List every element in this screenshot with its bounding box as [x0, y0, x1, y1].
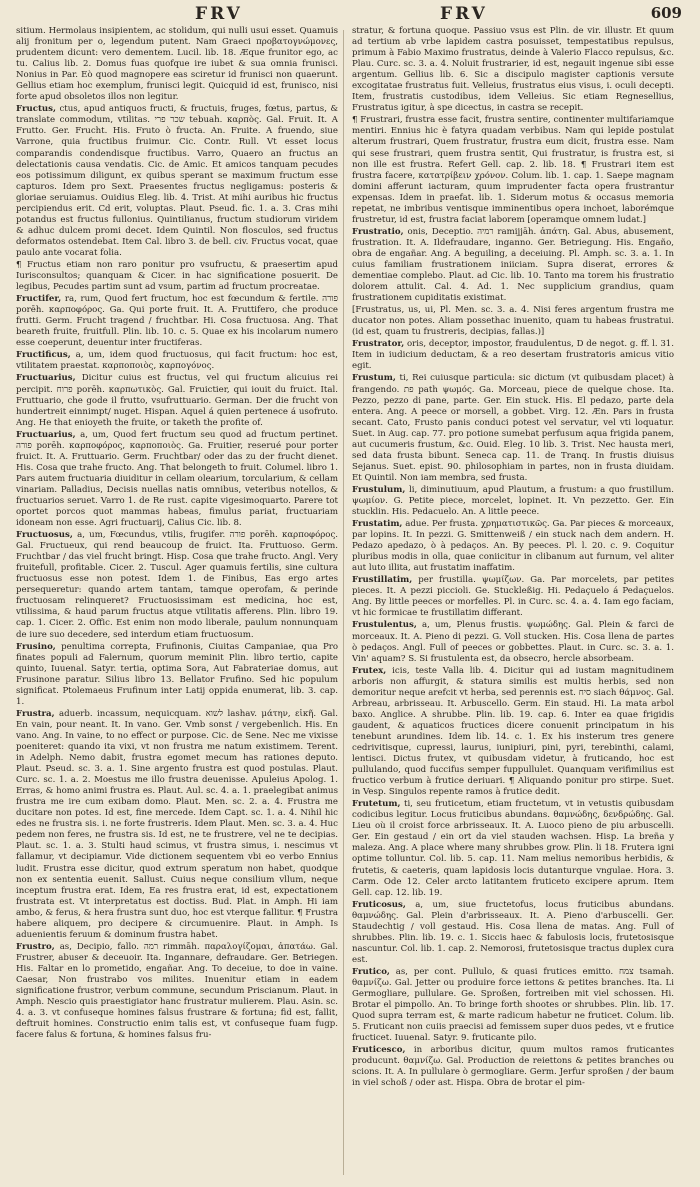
entry-text: stratur, & fortuna quoque. Passiuo vsus est Plin. de vir. illustr. Et quum ad tertium ab vrbe lapidem castra posuisset, tempestatibus repulsus, primum à Fabio Maximo frustratus, deinde à Valerio Flacco repulsus, &c. Plau. Curc. sc. 3. a. 4. Noluit frustrarier, id est, negauit ingenue sibi esse argentum. Gellius lib. 6. Sic a discipulo magister captionis versute excogitatae frustratus fuit. Velleius, frustratus eius visus, i. oculi decepti. Item, frustratis custodibus, idem Velleius. Sic etiam Regnesellius, Frustratus igitur, à spe dicectus, in castra se recepit. [352, 26, 674, 114]
entry-headword: Frustra, [16, 708, 55, 719]
entry-headword: Fructificus, [16, 350, 71, 361]
page-number: 609 [650, 4, 682, 22]
dictionary-entry [352, 485, 674, 518]
entry-text: [Frustratus, us, ui, Pl. Men. sc. 3. a. 4. Nisi feres argentum frustra me ducator non potes. Aliam possethac inuenito, quam tu habeas frustratui. (id est, quam tu frustreris, decipias, fallas.)] [352, 305, 674, 338]
dictionary-entry [352, 26, 674, 114]
dictionary-entry [352, 967, 674, 1044]
dictionary-entry [352, 1045, 674, 1089]
dictionary-entry [16, 104, 338, 259]
entry-headword: Fructus, [16, 104, 57, 115]
entry-headword: Frutex, [352, 665, 387, 676]
entry-text: oris, deceptor, impostor, fraudulentus, D de negot. g. ff. l. 31. Item in iudicium deductam, & a reo desertam frustratoris amicus vitio egit. [352, 339, 674, 372]
right-column [352, 26, 674, 1178]
dictionary-entry [16, 430, 338, 529]
entry-text: adue. Per frusta. χρηματιστικῶς. Ga. Par pieces & morceaux, par lopins. It. In pezzi. G. Smittenweiß / ein stuck nach dem andern. H. Pedazo apedazo, ò à pedaços. An. By peeces. Pl. l. 20. c. 9. Coquitur pluribus modis in olla, quae coniicitur in clibanum aut furnum, vel aliter aut luto illita, aut frustatim inaffatim. [352, 519, 674, 574]
entry-text: ¶ Fructus etiam non raro ponitur pro vsufructu, & praesertim apud Iurisconsultos; quanquam & Cicer. in hac significatione posuerit. De legibus, Pecudes partim sunt ad vsum, partim ad fructum procreatae. [16, 259, 338, 293]
dictionary-entry [352, 305, 674, 338]
dictionary-entry [352, 900, 674, 966]
dictionary-entry [352, 227, 674, 304]
dictionary-entry [16, 373, 338, 428]
column-divider [343, 30, 344, 1175]
entry-text: a, um, Plenus frustis. ψωμώδης. Gal. Plein & farci de morceaux. It. A. Pieno di pezzi. G. Voll stucken. His. Cosa llena de partes ò pedaços. Angl. Full of peeces or gobbettes. Plaut. in Curc. sc. 3. a. 1. Vin' aquam? S. Si frustulenta est, da obsecro, hercle absorbeam. [352, 620, 674, 664]
entry-text: as, per cont. Pullulo, & quasi frutices emitto. צמח tsamah. θαμνίζω. Gal. Jetter ou produire force iettons & petites branches. Ita. Li Germogliare, pullulare. Ge. Sproßen, fortreiben mit viel schossen. Hi. Brotar el pimpollo. An. To bringe forth shootes or shrubbes. Plin. lib. 17. Quod supra terram est, & marte radicum habetur ne fruticet. Colum. lib. 5. Fruticant non cuiis praecisi ad femissem super duos pedes, vt e frutice fructicet. Iuuenal. Satyr. 9. fruticante pilo. [352, 966, 674, 1044]
dictionary-entry [16, 294, 338, 349]
entry-headword: Fructuarius, [16, 429, 76, 440]
entry-headword: Fruticesco, [352, 1045, 406, 1056]
dictionary-entry [352, 799, 674, 898]
entry-text: a, um, idem quod fructuosus, qui facit fructum: hoc est, vtilitatem praestat. καρποποιὸς, καρπογόνος. [16, 350, 338, 372]
entry-text: icis, teste Valla lib. 4. Dicitur qui ad iustam magnitudinem arboris non affurgit, & statura similis est multis herbis, sed non demoritur neque arefcit vt herba, sed perennis est. סיח siach θάμνος. Gal. Arbreau, arbrisseau. It. Arbuscello. Germ. Ein staud. Hi. La mata arbol baxo. Anglice. A shrubbe. Plin. lib. 19. cap. 6. Inter ea quae frigidis gaudent, & aquaticos fructices dicere conuenit principatum in his tenebunt arundines. Idem lib. 14. c. 1. Ex his insterum tres genere cedrivitisque, cupressi, laurus, iunipiuri, pini, pyri, terebinthi, calami, lentisci. Dictus frutex, vt quibusdam videtur, à fruticando, hoc est pullulando, quod fuccifus semper fuppullulet. Quanquam verifimilius est fructico verbum à frutice deriuari. ¶ Aliquando ponitur pro stirpe. Suet. in Vesp. Singulos repente ramos à frutice dedit. [352, 665, 674, 798]
entry-headword: Frustulentus, [352, 620, 417, 631]
entry-text: ¶ Frustrari, frustra esse facit, frustra sentire, continenter multifariamque mentiri. Ennius hic è fatyra quadam verbibus. Nam qui lepide postulat alterum frustrari, Quem frustratur, frustra eum dicit, frustra esse. Nam qui sese frustrari, quem frustra sentit, Qui frustratur, is frustra est, si non ille est frustra. Refert Gell. cap. 2. lib. 18. ¶ Frustrari item est frustra facere, κατατρίβειν χρόνον. Colum. lib. 1. cap. 1. Saepe magnam domini afferunt iacturam, quum imprudenter facta opera frustrantur expensas. Idem in praefat. lib. 1. Siderum motus & occasus memoria repetat, ne imbribus ventisque imminentibus opera inchoet, laborémque frustretur, id est, frustra faciat laborem [operamque omnem ludat.] [352, 115, 674, 225]
entry-text: aduerb. incassum, nequicquam. לשוא lashav. μάτην, εἰκῆ. Gal. En vain, pour neant. It. In vano. Ger. Vmb sonst / vergebenlich. His. En vano. Ang. In vaine, to no effect or purpose. Cic. de Sene. Nec me vixisse poeniteret: quando ita vixi, vt non frustra me natum existimem. Terent. in Adelph. Nemo dabit, frustra egomet mecum has rationes deputo. Plaut. Pseud. sc. 3. a. 1. Sine argento frustra est quod postulas. Plaut. Curc. sc. 1. a. 2. Moestus me illo frustra deuenisse. Apuleius Apolog. 1. Erras, & homo animi frustra es. Plaut. Aul. sc. 4. a. 1. praelegibat animus frustra me ire cum exibam domo. Plaut. Men. sc. 2. a. 4. Frustra me ducitare non potes. Id est, fine mercede. Idem Capt. sc. 1. a. 4. Nihil hic edes ne frustra sis. i. ne forte frustreris. Idem Plaut. Men. sc. 3. a. 4. Huc pedem non feres, ne frustra sis. Id est, ne te frustrere, vel ne te decipias. Plaut. sc. 1. a. 3. Stulti haud scimus, vt frustra simus, i. nescimus vt fallamur, vt decipiamur. Vide dictionem sequentem vbi eo verbo Ennius ludit. Frustra esse dicitur, quod extrum speratum non habet, quodque non ex sententia euenit. Sallust. Cuius neque consilium vllum, neque inceptum frustra erat. Idem, Ea res frustra erat, id est, expectationem frustrata est. Vt interpretatus est doctiss. Bud. Plat. in Amph. Hi iam ambo, & ferus, & hera frustra sunt duo, hoc est vterque fallitur. ¶ Frustra habere aliquem, pro decipere & circumuenire. Plaut. in Amph. Is aduenientis feruum & dominum frustra habet. [16, 708, 338, 940]
entry-headword: Frustillatim, [352, 575, 413, 586]
entry-text: a, um, Fœcundus, vtilis, frugifer. פורה porēh. καρποφόρος. Gal. Fructueux, qui rend beaucoup de fruict. Ita. Fruttuoso. Germ. Fruchtbar / das viel frucht bringt. Hisp. Cosa que trahe fructo. Angl. Very fruitefull, profitable. Cicer. 2. Tuscul. Ager quamuis fertilis, sine cultura fructuosus esse non potest. Idem 1. de Finibus, Eas ergo artes persequeretur: quando artem tantam, tamque operofam, & perinde fructuosam relinqueret? Fructuosissimam est medicina, hoc est, vtilissima, & haud parum fructus atque vtilitatis afferens. Plin. libro 19. cap. 1. Cicer. 2. Offic. Est enim non modo liberale, paulum nonnunquam de iure suo decedere, sed interdum etiam fructuosum. [16, 530, 338, 640]
entry-text: a, um, Quod fert fructum seu quod ad fructum pertinet. פורה porēh. καρποφόρος, καρποποιὸς. Ga. Fruitier, reserué pour porter fruict. It. A. Fruttuario. Germ. Fruchtbar/ oder das zu der frucht dienet. His. Cosa que trahe fructo. Ang. That belongeth to fruit. Columel. libro 1. Pars autem fructuaria diuiditur in cellam olearium, torcularium, & cellam vinariam. Palladius, Decisis nuellas natis omnibus, veteribus notellos, & fructuarios seruet. Varro 1. de Re rust. capite vigesimoquarto. Parere tot oportet porcos quot mammas habeas, fimulus pariat, fructuariam idoneam non esse. Agri fructuarij, Calius Cic. lib. 8. [16, 429, 338, 529]
entry-headword: Frustulum, [352, 484, 406, 495]
dictionary-entry [352, 575, 674, 619]
entry-headword: Fructuarius, [16, 373, 76, 384]
entry-headword: Frustrator, [352, 339, 405, 350]
entry-text: ctus, apud antiquos fructi, & fructuis, fruges, fœtus, partus, & translate commodum, vtilitas. שכר פרי tebuah. καρπὸς. Gal. Fruit. It. A Frutto. Ger. Frucht. His. Fruto ò fructa. An. Fruite. A fruendo, siue Varrone, quia fructibus fruimur. Cic. Contr. Rull. Vt esset locus comparandis condendisque fructibus. Varro, Quaero an fructus an delectationis causa vendatis. Cic. de Amic. Et amicos tanquam pecudes eos potissimum diligunt, ex quibus sperant se maximum fructum esse capturos. Idem pro Sext. Praesentes fructus negligamus: posteris & gloriae seruiamus. Ouidius Eleg. lib. 4. Trist. At mihi auribus hic fructus percipiendus erit. Cd erit, voluptas. Plaut. Pseud. fic. 1. a. 3. Cras mihi potandus est fructus fullonius. Quintilianus, fructum studiorum viridem & adhuc dulcem promi decet. Idem Quintil. Non flosculos, sed fructus deformatos ostendebat. Item Cal. libro 3. de bell. civ. Fructus vocat, quae paulo ante vocarat folia. [16, 104, 338, 258]
running-header [0, 4, 700, 26]
entry-text: Dicitur cuius est fructus, vel qui fructum alicuius rei percipit. פרוח porēh. καρπωτικὸς. Gal. Fruictier, qui iouit du fruict. Ital. Fruttuario, che gode il frutto, vsufruttuario. German. Der die frucht von hundertreit einnimpt/ nuget. Hispan. Aquel á quien pertenece á usofruto. Ang. He that enioyeth the fruite, or taketh the profite of. [16, 373, 338, 428]
dictionary-entry [16, 530, 338, 640]
entry-headword: Frustro, [16, 941, 55, 952]
entry-text: in arboribus dicitur, quum multos ramos fruticantes producunt. θαμνίζω. Gal. Production de reiettons & petites branches ou scions. It. A. In pullulare ò germogliare. Germ. Jerfur sproßen / der baum in viel schoß / oder ast. Hispa. Obra de brotar el pim- [352, 1045, 674, 1089]
entry-text: li, diminutiuum, apud Plautum, a frustum: a quo frustillum. ψωμίον. G. Petite piece, morcelet, lopinet. It. Vn pezzetto. Ger. Ein stucklin. His. Pedacuelo. An. A little peece. [352, 484, 674, 518]
entry-text: a, um, siue fructetofus, locus fruticibus abundans. θαμνώδης. Gal. Plein d'arbrisseaux. It. A. Pieno d'arbuscelli. Ger. Staudechtig / voll gestaud. His. Cosa llena de matas. Ang. Full of shrubbes. Plin. lib. 19. c. 1. Siccis haec & fabulosis locis, frutetosisque nascuntur. Col. lib. 1. cap. 2. Nemorosi, frutetosisque tractus duplex cura est. [352, 899, 674, 965]
dictionary-entry [16, 260, 338, 293]
left-column [16, 26, 338, 1178]
running-head-right: FRV [440, 4, 488, 24]
entry-text: onis, Deceptio. רמיה ramijjāh. ἀπάτη. Gal. Abus, abusement, frustration. It. A. Ildefraudare, inganno. Ger. Betriegung. His. Engaño, obra de engañar. Ang. A beguiling, a deceiuing. Pl. Amph. sc. 3. a. 1. In cuius familiam frustrationem iniiciam. Supra diserat, errores & dementiae complebo. Plaut. ad Cic. lib. 10. Tanto ma torem his frustratio dolorem attulit. Cal. 4. Ad. 1. Nec supplicium grandius, quam frustrationem cupiditatis existimat. [352, 226, 674, 304]
entry-headword: Fruticosus, [352, 899, 406, 910]
dictionary-entry [16, 642, 338, 708]
entry-text: per frustilla. ψωμίζων. Ga. Par morcelets, par petites pieces. It. A pezzi piccioli. Ge. Stuckleßig. Hi. Pedaçuelo á Pedaçuelos. Ang. By little peeces or morfelles. Pl. in Curc. sc. 4. a. 4. Iam ego faciam, vt hic formicae te frustillatim differant. [352, 575, 674, 619]
dictionary-entry [16, 942, 338, 1041]
entry-headword: Frustatim, [352, 519, 403, 530]
entry-text: as, Decipio, fallo. רמה rimmāh. παραλογίζομαι, ἀπατάω. Gal. Frustrer, abuser & deceuoir. Ita. Ingannare, defraudare. Ger. Betriegen. His. Faltar en lo prometido, engañar. Ang. To deceiue, to doe in vaine. Caesar, Non frustrabo vos milites. Inuenitur etiam in eadem significatione frustror, verbum commune, secundum Priscianum. Plaut. in Amph. Nescio quis praestigiator hanc frustratur mulierem. Plau. Asin. sc. 4. a. 3. vt confuseque homines falsus frustrare & fortuna; fid est, fallit, deftruit homines. Constructio enim talis est, vt confuseque fuam fugp. facere falus & fortuna, & homines falsus fru- [16, 941, 338, 1041]
entry-headword: Fructuosus, [16, 530, 73, 541]
entry-headword: Frutetum, [352, 799, 401, 810]
dictionary-entry [352, 620, 674, 664]
dictionary-entry [352, 519, 674, 574]
entry-text: ra, rum, Quod fert fructum, hoc est fœcundum & fertile. פורה porēh. καρποφόρος. Ga. Qui porte fruit. It. A. Fruttifero, che produce frutti. Germ. Frucht tragend / fruchtbar. Hi. Cosa fructuosa. Ang. That beareth fruite, fruitfull. Plin. lib. 10. c. 5. Quae ex his incolarum numero esse coeperunt, deuentur inter fructiferas. [16, 294, 338, 349]
entry-headword: Frustum, [352, 373, 396, 384]
dictionary-entry [16, 709, 338, 941]
entry-headword: Frusino, [16, 641, 56, 652]
entry-headword: Frutico, [352, 966, 390, 977]
dictionary-entry [352, 666, 674, 799]
entry-text: sitium. Hermolaus insipientem, ac stolidum, qui nulli usui esset. Quamuis alij fronitum per o, legendum putent. Nam Graeci προβατογνώμονες, prudentem dicunt: vero dementem. Lucil. lib. 18. Æque frunitor ego, ac tu. Calius lib. 2. Domus fuas quofque ire iubet & sua omnia frunisci. Nonius in Par. Eò quod magnopere eas sciretur id frunisci non quaerunt. Gellius etiam hoc exemplum, frunisci legit. Quicquid id est, frunisco, nisi forte apud obsoletos illos non legitur. [16, 26, 338, 103]
running-head-left: FRV [195, 4, 243, 24]
dictionary-entry [16, 350, 338, 372]
entry-text: ti, Rei cuiusque particula: sic dictum (vt quibusdam placet) à frangendo. פת path ψωμός. Ga. Morceau, piece de quelque chose. Ita. Pezzo, pezzo di pane, parte. Ger. Ein stuck. His. El pedazo, parte dela entera. Ang. A peece or morsell, a gobbet. Virg. 12. Æn. Pars in frusta secant. Cato, Frusto panis conduci potest vel servatur, vel vti loquatur. Suet. in Aug. cap. 77. pro potione sumebat perfusum aqua frigida panem, aut cucumeris frustum, &c. Ouid. Eleg. 10 lib. 3. Trist. Nec hausta meri, sed data frusta bibunt. Seneca cap. 11. de Tranq. In frustis diuisus Sejanus. Suet. epist. 90. philosophiam in partes, non in frusta diuidam. Et Quintil. Non iam membra, sed frusta. [352, 373, 674, 483]
dictionary-entry [352, 373, 674, 483]
dictionary-entry [352, 339, 674, 372]
entry-headword: Frustratio, [352, 226, 404, 237]
dictionary-entry [352, 115, 674, 225]
dictionary-entry [16, 26, 338, 103]
entry-headword: Fructifer, [16, 294, 62, 305]
entry-text: ti, seu fruticetum, etiam fructetum, vt in vetustis quibusdam codicibus legitur. Locus fruticibus abundans. θαμνώδης, δενδρώδης. Gal. Lieu où il croist force arbrisseaux. It. A. Luoco pieno de piu arbuscelli. Ger. Ein gestaud / ein ort da viel stauden wachsen. Hisp. La breña y maleza. Ang. A place where many shrubbes grow. Plin. li 18. Frutera igni optime tolluntur. Col. lib. 5. cap. 11. Nam melius nemoribus herbidis, & frutetis, & caeteris, quam lapidosis locis dutanturque vngulae. Hora. 3. Carm. Ode 12. Celer arcto latitantem fruticeto excipere aprum. Item Gell. cap. 12. lib. 19. [352, 799, 674, 898]
entry-text: penultima correpta, Frufinonis, Ciuitas Campaniae, qua Pro finates populi ad Falernum, quorum meminit Plin. libro tertio, capite quinto, Iuuenal. Satyr. tertia, optima Sora, Aut Fabrateriae domus, aut Frusinone paratur. Silius libro 13. Bellator Frufino. Sed hic populum significat. Ptolemaeus Frufinum inter Latij oppida enumerat, lib. 3. cap. 1. [16, 641, 338, 707]
